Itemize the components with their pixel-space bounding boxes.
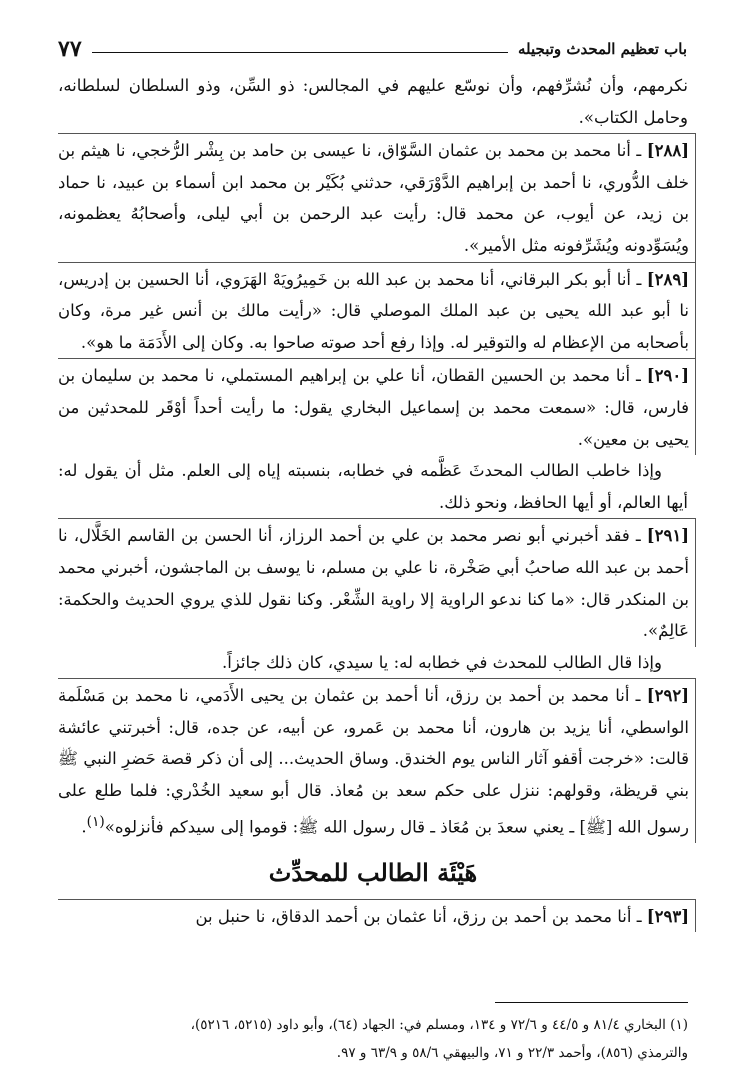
hadith-number: [٢٨٩] [646,269,689,289]
footnote-divider [495,1002,688,1003]
paragraph-address: وإذا خاطب الطالب المحدثَ عَظَّمه في خطابه، بنسبته إياه إلى العلم. مثل أن يقول له: أيها العالم، أو أيها الحافظ، ونحو ذلك. [58,461,688,512]
hadith-number: [٢٩٣] [646,906,689,926]
hadith-text: ـ فقد أخبرني أبو نصر محمد بن علي بن أحمد الرزاز، أنا الحسن بن القاسم الخَلَّال، نا أحمد بن عبد الله صاحبُ أبي صَخْرة، نا علي بن مسلم، نا يوسف بن الماجشون، أخبرني محمد بن المنكدر قال: «ما كنا ندعو الراوية إلا راوية الشِّعْر. وكنا نقول للذي يروي الحديث والحكمة: عَالِمٌ». [58,526,689,641]
hadith-number: [٢٩١] [646,526,689,546]
page-number: ٧٧ [58,36,82,62]
page-header [58,28,687,60]
main-text [58,70,688,932]
running-title: باب تعظيم المحدث وتبجيله [517,40,687,58]
hadith-293 [58,899,696,933]
hadith-text: ـ أنا محمد بن محمد بن عثمان السَّوّاق، نا عيسى بن حامد بن بِشْر الرُّخجي، نا هيثم بن خلف الدُّوري، نا أحمد بن إبراهيم الدَّوْرَقي، حدثني بُكَيْر بن محمد ابن أسماء بن عبيد، نا حماد بن زيد، عن أيوب، عن محمد قال: رأيت عبد الرحمن بن أبي ليلى، وأصحابُهُ يعظمونه، ويُسَوِّدونه ويُشَرِّفونه مثل الأمير». [58,141,689,255]
hadith-end: . [81,817,87,837]
footnote-reference[interactable]: (١) [86,813,105,830]
header-rule [92,52,508,53]
footnote-line: (١) البخاري ٨١/٤ و ٤٤/٥ و ٧٢/٦ و ١٣٤، ومسلم في: الجهاد (٦٤)، وأبو داود (٥٢١٥، ٥٢١٦)، [190,1017,688,1033]
hadith-text: ـ أنا أبو بكر البرقاني، أنا محمد بن عبد الله بن خَمِيرُويَهْ الهَرَوي، أنا الحسين بن إدريس، نا أبو عبد الله يحيى بن عبد الملك الموصلي قال: «رأيت مالك بن أنس غير مرة، وكان بأصحابه من الإعظام له والتوقير له. وإذا رفع أحد صوته صاحوا به. وكان إلى الأَدَمَة ما هو». [58,269,689,352]
hadith-text: ـ أنا محمد بن أحمد بن رزق، أنا عثمان بن أحمد الدقاق، نا حنبل بن [195,906,647,926]
hadith-288 [58,133,696,261]
hadith-text: ـ أنا محمد بن الحسين القطان، أنا علي بن إبراهيم المستملي، نا محمد بن سليمان بن فارس، قال: «سمعت محمد بن إسماعيل البخاري يقول: ما رأيت أحداً أوْقَر للمحدثين من يحيى بن معين». [58,366,689,449]
footnote-line: والترمذي (٨٥٦)، وأحمد ٢٢/٣ و ٧١، والبيهقي ٥٨/٦ و ٦٣/٩ و ٩٧. [336,1045,688,1061]
section-heading: هَيْئَة الطالب للمحدِّث [268,857,478,887]
hadith-290 [58,358,696,455]
hadith-number: [٢٨٨] [646,141,689,161]
hadith-292 [58,678,696,842]
hadith-289 [58,262,696,359]
hadith-number: [٢٩٢] [646,686,689,706]
hadith-291 [58,518,696,646]
paragraph-sayyidi: وإذا قال الطالب للمحدث في خطابه له: يا سيدي، كان ذلك جائزاً. [222,652,662,672]
footnotes [58,1011,688,1067]
hadith-number: [٢٩٠] [646,366,689,386]
hadith-text: ـ أنا محمد بن أحمد بن رزق، أنا أحمد بن عثمان بن يحيى الأَدَمي، نا محمد بن مَسْلَمة الواسطي، أنا يزيد بن هارون، أنا محمد بن عَمرو، عن أبيه، عن جده، قال: أخبرتني عائشة قالت: «خرجت أقفو آثار الناس يوم الخندق. وساق الحديث... إلى أن ذكر قصة حَضرِ النبي ﷺ بني قريظة، وقولهم: ننزل على حكم سعد بن مُعاذ. قال أبو سعيد الخُدْري: فلما طلع على رسول الله [ﷺ] ـ يعني سعدَ بن مُعَاذ ـ قال رسول الله ﷺ: قوموا إلى سيدكم فأنزلوه» [58,686,689,837]
paragraph-intro: نكرمهم، وأن نُشرِّفهم، وأن نوسّع عليهم في المجالس: ذو السِّن، وذو السلطان لسلطانه، وحامل الكتاب». [58,76,688,127]
